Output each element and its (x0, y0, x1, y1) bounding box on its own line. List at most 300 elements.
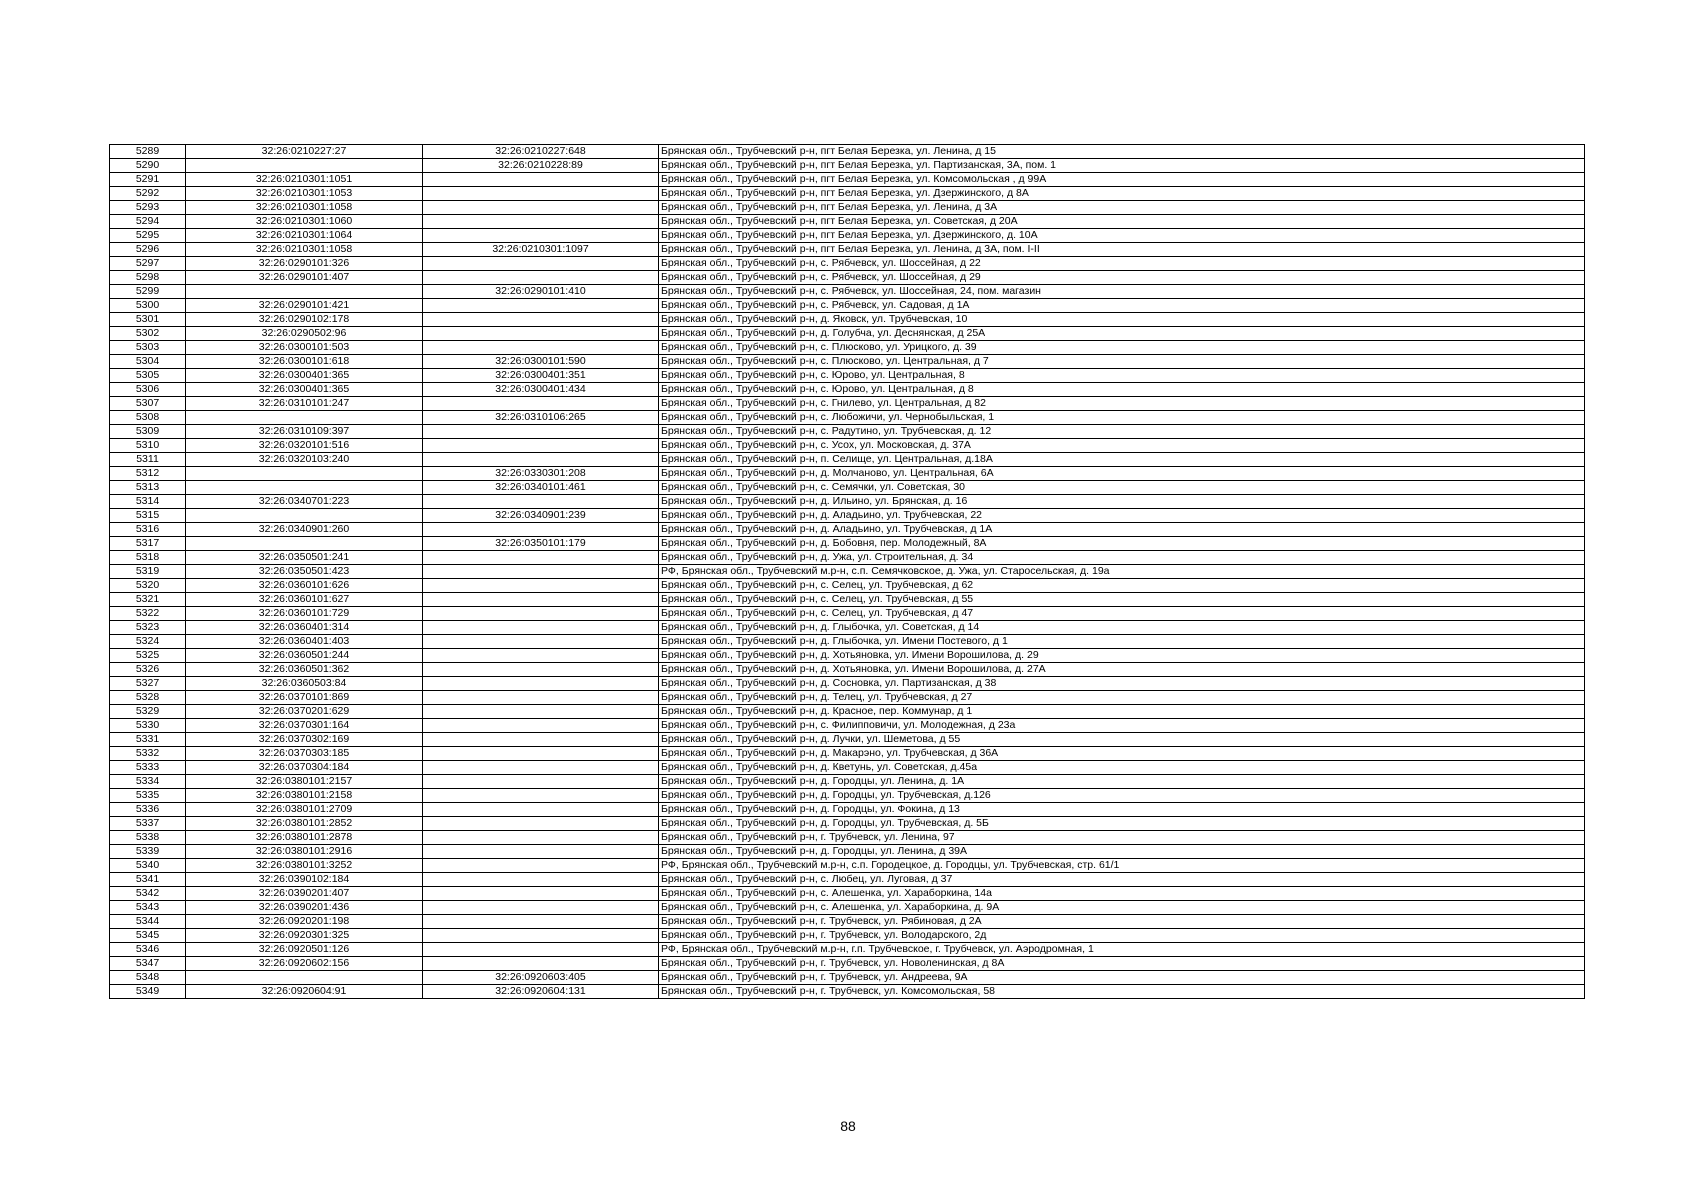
land-cadastral-number-cell (186, 537, 423, 551)
row-number-cell: 5340 (110, 859, 186, 873)
address-cell: Брянская обл., Трубчевский р-н, д. Яковск, ул. Трубчевская, 10 (659, 313, 1585, 327)
address-cell: Брянская обл., Трубчевский р-н, пгт Белая Березка, ул. Ленина, д 15 (659, 145, 1585, 159)
address-cell: Брянская обл., Трубчевский р-н, с. Рябчевск, ул. Шоссейная, д 29 (659, 271, 1585, 285)
land-cadastral-number-cell: 32:26:0380101:2916 (186, 845, 423, 859)
building-cadastral-number-cell (423, 579, 659, 593)
address-cell: Брянская обл., Трубчевский р-н, д. Сосновка, ул. Партизанская, д 38 (659, 677, 1585, 691)
row-number-cell: 5333 (110, 761, 186, 775)
table-row (110, 453, 1585, 467)
land-cadastral-number-cell: 32:26:0920301:325 (186, 929, 423, 943)
table-row (110, 607, 1585, 621)
land-cadastral-number-cell: 32:26:0290101:421 (186, 299, 423, 313)
building-cadastral-number-cell: 32:26:0340901:239 (423, 509, 659, 523)
table-row (110, 411, 1585, 425)
land-cadastral-number-cell: 32:26:0350501:423 (186, 565, 423, 579)
address-cell: Брянская обл., Трубчевский р-н, г. Трубчевск, ул. Рябиновая, д 2А (659, 915, 1585, 929)
row-number-cell: 5289 (110, 145, 186, 159)
table-row (110, 341, 1585, 355)
building-cadastral-number-cell (423, 257, 659, 271)
building-cadastral-number-cell (423, 803, 659, 817)
land-cadastral-number-cell: 32:26:0210301:1051 (186, 173, 423, 187)
building-cadastral-number-cell (423, 327, 659, 341)
row-number-cell: 5313 (110, 481, 186, 495)
table-row (110, 565, 1585, 579)
row-number-cell: 5303 (110, 341, 186, 355)
row-number-cell: 5291 (110, 173, 186, 187)
building-cadastral-number-cell (423, 495, 659, 509)
land-cadastral-number-cell: 32:26:0920604:91 (186, 985, 423, 999)
table-row (110, 551, 1585, 565)
address-cell: Брянская обл., Трубчевский р-н, с. Плюсково, ул. Урицкого, д. 39 (659, 341, 1585, 355)
row-number-cell: 5312 (110, 467, 186, 481)
building-cadastral-number-cell (423, 691, 659, 705)
row-number-cell: 5319 (110, 565, 186, 579)
row-number-cell: 5322 (110, 607, 186, 621)
row-number-cell: 5306 (110, 383, 186, 397)
building-cadastral-number-cell (423, 397, 659, 411)
table-row (110, 215, 1585, 229)
address-cell: Брянская обл., Трубчевский р-н, д. Макарэно, ул. Трубчевская, д 36А (659, 747, 1585, 761)
registry-table-body (110, 145, 1585, 999)
building-cadastral-number-cell: 32:26:0290101:410 (423, 285, 659, 299)
page-number: 88 (840, 1118, 856, 1134)
address-cell: Брянская обл., Трубчевский р-н, с. Филипповичи, ул. Молодежная, д 23а (659, 719, 1585, 733)
row-number-cell: 5320 (110, 579, 186, 593)
land-cadastral-number-cell (186, 509, 423, 523)
row-number-cell: 5343 (110, 901, 186, 915)
table-row (110, 397, 1585, 411)
address-cell: РФ, Брянская обл., Трубчевский м.р-н, с.п. Семячковское, д. Ужа, ул. Старосельская, д. 19а (659, 565, 1585, 579)
table-row (110, 271, 1585, 285)
land-cadastral-number-cell: 32:26:0310101:247 (186, 397, 423, 411)
building-cadastral-number-cell (423, 901, 659, 915)
address-cell: Брянская обл., Трубчевский р-н, пгт Белая Березка, ул. Дзержинского, д. 10А (659, 229, 1585, 243)
address-cell: РФ, Брянская обл., Трубчевский м.р-н, с.п. Городецкое, д. Городцы, ул. Трубчевская, стр. 61/1 (659, 859, 1585, 873)
address-cell: Брянская обл., Трубчевский р-н, пгт Белая Березка, ул. Советская, д 20А (659, 215, 1585, 229)
land-cadastral-number-cell (186, 481, 423, 495)
table-row (110, 887, 1585, 901)
address-cell: Брянская обл., Трубчевский р-н, с. Семячки, ул. Советская, 30 (659, 481, 1585, 495)
address-cell: Брянская обл., Трубчевский р-н, с. Гнилево, ул. Центральная, д 82 (659, 397, 1585, 411)
table-row (110, 929, 1585, 943)
row-number-cell: 5344 (110, 915, 186, 929)
row-number-cell: 5348 (110, 971, 186, 985)
table-row (110, 719, 1585, 733)
land-cadastral-number-cell: 32:26:0920602:156 (186, 957, 423, 971)
land-cadastral-number-cell: 32:26:0340701:223 (186, 495, 423, 509)
address-cell: Брянская обл., Трубчевский р-н, д. Городцы, ул. Трубчевская, д.126 (659, 789, 1585, 803)
land-cadastral-number-cell: 32:26:0210301:1060 (186, 215, 423, 229)
address-cell: Брянская обл., Трубчевский р-н, с. Любожичи, ул. Чернобыльская, 1 (659, 411, 1585, 425)
building-cadastral-number-cell: 32:26:0300101:590 (423, 355, 659, 369)
row-number-cell: 5327 (110, 677, 186, 691)
land-cadastral-number-cell (186, 467, 423, 481)
row-number-cell: 5329 (110, 705, 186, 719)
building-cadastral-number-cell (423, 271, 659, 285)
address-cell: Брянская обл., Трубчевский р-н, пгт Белая Березка, ул. Партизанская, 3А, пом. 1 (659, 159, 1585, 173)
land-cadastral-number-cell: 32:26:0310109:397 (186, 425, 423, 439)
row-number-cell: 5324 (110, 635, 186, 649)
table-row (110, 593, 1585, 607)
row-number-cell: 5339 (110, 845, 186, 859)
land-cadastral-number-cell: 32:26:0390102:184 (186, 873, 423, 887)
table-row (110, 803, 1585, 817)
row-number-cell: 5299 (110, 285, 186, 299)
address-cell: Брянская обл., Трубчевский р-н, д. Городцы, ул. Фокина, д 13 (659, 803, 1585, 817)
table-row (110, 243, 1585, 257)
building-cadastral-number-cell (423, 593, 659, 607)
table-row (110, 775, 1585, 789)
row-number-cell: 5298 (110, 271, 186, 285)
row-number-cell: 5292 (110, 187, 186, 201)
building-cadastral-number-cell (423, 215, 659, 229)
address-cell: Брянская обл., Трубчевский р-н, с. Юрово, ул. Центральная, 8 (659, 369, 1585, 383)
address-cell: Брянская обл., Трубчевский р-н, д. Аладьино, ул. Трубчевская, 22 (659, 509, 1585, 523)
table-row (110, 859, 1585, 873)
address-cell: Брянская обл., Трубчевский р-н, с. Селец, ул. Трубчевская, д 55 (659, 593, 1585, 607)
row-number-cell: 5314 (110, 495, 186, 509)
address-cell: Брянская обл., Трубчевский р-н, д. Глыбочка, ул. Советская, д 14 (659, 621, 1585, 635)
table-row (110, 481, 1585, 495)
address-cell: РФ, Брянская обл., Трубчевский м.р-н, г.п. Трубчевское, г. Трубчевск, ул. Аэродромная, 1 (659, 943, 1585, 957)
row-number-cell: 5342 (110, 887, 186, 901)
land-cadastral-number-cell: 32:26:0370302:169 (186, 733, 423, 747)
row-number-cell: 5332 (110, 747, 186, 761)
building-cadastral-number-cell (423, 789, 659, 803)
table-row (110, 649, 1585, 663)
table-row (110, 425, 1585, 439)
row-number-cell: 5307 (110, 397, 186, 411)
table-row (110, 201, 1585, 215)
row-number-cell: 5296 (110, 243, 186, 257)
row-number-cell: 5310 (110, 439, 186, 453)
table-row (110, 621, 1585, 635)
building-cadastral-number-cell (423, 915, 659, 929)
land-cadastral-number-cell: 32:26:0290502:96 (186, 327, 423, 341)
land-cadastral-number-cell: 32:26:0290102:178 (186, 313, 423, 327)
address-cell: Брянская обл., Трубчевский р-н, д. Хотьяновка, ул. Имени Ворошилова, д. 27А (659, 663, 1585, 677)
row-number-cell: 5336 (110, 803, 186, 817)
table-row (110, 705, 1585, 719)
table-row (110, 943, 1585, 957)
building-cadastral-number-cell (423, 523, 659, 537)
row-number-cell: 5317 (110, 537, 186, 551)
address-cell: Брянская обл., Трубчевский р-н, д. Кветунь, ул. Советская, д.45а (659, 761, 1585, 775)
address-cell: Брянская обл., Трубчевский р-н, с. Селец, ул. Трубчевская, д 47 (659, 607, 1585, 621)
row-number-cell: 5304 (110, 355, 186, 369)
table-row (110, 817, 1585, 831)
building-cadastral-number-cell (423, 299, 659, 313)
row-number-cell: 5293 (110, 201, 186, 215)
row-number-cell: 5326 (110, 663, 186, 677)
building-cadastral-number-cell: 32:26:0340101:461 (423, 481, 659, 495)
row-number-cell: 5331 (110, 733, 186, 747)
row-number-cell: 5346 (110, 943, 186, 957)
table-row (110, 145, 1585, 159)
table-row (110, 747, 1585, 761)
address-cell: Брянская обл., Трубчевский р-н, с. Радутино, ул. Трубчевская, д. 12 (659, 425, 1585, 439)
address-cell: Брянская обл., Трубчевский р-н, д. Красное, пер. Коммунар, д 1 (659, 705, 1585, 719)
table-row (110, 257, 1585, 271)
building-cadastral-number-cell (423, 677, 659, 691)
land-cadastral-number-cell: 32:26:0340901:260 (186, 523, 423, 537)
address-cell: Брянская обл., Трубчевский р-н, с. Плюсково, ул. Центральная, д 7 (659, 355, 1585, 369)
row-number-cell: 5328 (110, 691, 186, 705)
building-cadastral-number-cell (423, 705, 659, 719)
registry-table (109, 144, 1585, 999)
row-number-cell: 5301 (110, 313, 186, 327)
row-number-cell: 5337 (110, 817, 186, 831)
building-cadastral-number-cell (423, 887, 659, 901)
address-cell: Брянская обл., Трубчевский р-н, с. Алешенка, ул. Хараборкина, 14а (659, 887, 1585, 901)
address-cell: Брянская обл., Трубчевский р-н, пгт Белая Березка, ул. Комсомольская , д 99А (659, 173, 1585, 187)
building-cadastral-number-cell (423, 663, 659, 677)
row-number-cell: 5316 (110, 523, 186, 537)
table-row (110, 229, 1585, 243)
row-number-cell: 5334 (110, 775, 186, 789)
table-row (110, 285, 1585, 299)
building-cadastral-number-cell (423, 929, 659, 943)
table-row (110, 677, 1585, 691)
building-cadastral-number-cell (423, 873, 659, 887)
row-number-cell: 5349 (110, 985, 186, 999)
land-cadastral-number-cell: 32:26:0360401:403 (186, 635, 423, 649)
land-cadastral-number-cell (186, 971, 423, 985)
land-cadastral-number-cell: 32:26:0290101:407 (186, 271, 423, 285)
land-cadastral-number-cell: 32:26:0300101:618 (186, 355, 423, 369)
table-row (110, 663, 1585, 677)
building-cadastral-number-cell (423, 747, 659, 761)
address-cell: Брянская обл., Трубчевский р-н, г. Трубчевск, ул. Володарского, 2д (659, 929, 1585, 943)
land-cadastral-number-cell: 32:26:0370101:869 (186, 691, 423, 705)
land-cadastral-number-cell: 32:26:0360101:729 (186, 607, 423, 621)
building-cadastral-number-cell (423, 621, 659, 635)
address-cell: Брянская обл., Трубчевский р-н, д. Бобовня, пер. Молодежный, 8А (659, 537, 1585, 551)
row-number-cell: 5315 (110, 509, 186, 523)
address-cell: Брянская обл., Трубчевский р-н, п. Селище, ул. Центральная, д.18А (659, 453, 1585, 467)
building-cadastral-number-cell (423, 957, 659, 971)
row-number-cell: 5321 (110, 593, 186, 607)
row-number-cell: 5341 (110, 873, 186, 887)
building-cadastral-number-cell: 32:26:0310106:265 (423, 411, 659, 425)
land-cadastral-number-cell: 32:26:0300401:365 (186, 383, 423, 397)
land-cadastral-number-cell: 32:26:0920201:198 (186, 915, 423, 929)
land-cadastral-number-cell: 32:26:0370303:185 (186, 747, 423, 761)
building-cadastral-number-cell (423, 341, 659, 355)
land-cadastral-number-cell: 32:26:0360401:314 (186, 621, 423, 635)
building-cadastral-number-cell: 32:26:0300401:351 (423, 369, 659, 383)
address-cell: Брянская обл., Трубчевский р-н, д. Аладьино, ул. Трубчевская, д 1А (659, 523, 1585, 537)
table-row (110, 957, 1585, 971)
table-row (110, 537, 1585, 551)
building-cadastral-number-cell: 32:26:0210301:1097 (423, 243, 659, 257)
address-cell: Брянская обл., Трубчевский р-н, с. Алешенка, ул. Хараборкина, д. 9А (659, 901, 1585, 915)
table-row (110, 313, 1585, 327)
table-row (110, 691, 1585, 705)
address-cell: Брянская обл., Трубчевский р-н, с. Рябчевск, ул. Шоссейная, 24, пом. магазин (659, 285, 1585, 299)
land-cadastral-number-cell: 32:26:0920501:126 (186, 943, 423, 957)
table-row (110, 971, 1585, 985)
building-cadastral-number-cell (423, 845, 659, 859)
address-cell: Брянская обл., Трубчевский р-н, д. Голубча, ул. Деснянская, д 25А (659, 327, 1585, 341)
table-row (110, 467, 1585, 481)
land-cadastral-number-cell: 32:26:0360101:626 (186, 579, 423, 593)
land-cadastral-number-cell: 32:26:0380101:3252 (186, 859, 423, 873)
table-row (110, 523, 1585, 537)
table-row (110, 733, 1585, 747)
building-cadastral-number-cell (423, 817, 659, 831)
address-cell: Брянская обл., Трубчевский р-н, д. Ильино, ул. Брянская, д. 16 (659, 495, 1585, 509)
building-cadastral-number-cell (423, 201, 659, 215)
land-cadastral-number-cell (186, 285, 423, 299)
table-row (110, 355, 1585, 369)
land-cadastral-number-cell (186, 411, 423, 425)
address-cell: Брянская обл., Трубчевский р-н, с. Рябчевск, ул. Шоссейная, д 22 (659, 257, 1585, 271)
land-cadastral-number-cell: 32:26:0210301:1058 (186, 243, 423, 257)
building-cadastral-number-cell (423, 733, 659, 747)
land-cadastral-number-cell: 32:26:0380101:2709 (186, 803, 423, 817)
row-number-cell: 5300 (110, 299, 186, 313)
building-cadastral-number-cell: 32:26:0210227:648 (423, 145, 659, 159)
land-cadastral-number-cell: 32:26:0380101:2852 (186, 817, 423, 831)
land-cadastral-number-cell: 32:26:0370304:184 (186, 761, 423, 775)
row-number-cell: 5295 (110, 229, 186, 243)
address-cell: Брянская обл., Трубчевский р-н, д. Телец, ул. Трубчевская, д 27 (659, 691, 1585, 705)
building-cadastral-number-cell (423, 439, 659, 453)
address-cell: Брянская обл., Трубчевский р-н, д. Городцы, ул. Ленина, д. 1А (659, 775, 1585, 789)
land-cadastral-number-cell: 32:26:0370301:164 (186, 719, 423, 733)
table-row (110, 495, 1585, 509)
table-row (110, 873, 1585, 887)
table-row (110, 509, 1585, 523)
land-cadastral-number-cell: 32:26:0370201:629 (186, 705, 423, 719)
building-cadastral-number-cell (423, 425, 659, 439)
address-cell: Брянская обл., Трубчевский р-н, д. Городцы, ул. Ленина, д 39А (659, 845, 1585, 859)
land-cadastral-number-cell: 32:26:0380101:2158 (186, 789, 423, 803)
building-cadastral-number-cell (423, 775, 659, 789)
land-cadastral-number-cell: 32:26:0320101:516 (186, 439, 423, 453)
row-number-cell: 5318 (110, 551, 186, 565)
land-cadastral-number-cell: 32:26:0210301:1058 (186, 201, 423, 215)
building-cadastral-number-cell (423, 453, 659, 467)
table-row (110, 901, 1585, 915)
row-number-cell: 5309 (110, 425, 186, 439)
address-cell: Брянская обл., Трубчевский р-н, с. Рябчевск, ул. Садовая, д 1А (659, 299, 1585, 313)
address-cell: Брянская обл., Трубчевский р-н, с. Юрово, ул. Центральная, д 8 (659, 383, 1585, 397)
building-cadastral-number-cell (423, 187, 659, 201)
building-cadastral-number-cell: 32:26:0210228:89 (423, 159, 659, 173)
table-row (110, 915, 1585, 929)
building-cadastral-number-cell: 32:26:0330301:208 (423, 467, 659, 481)
table-row (110, 635, 1585, 649)
building-cadastral-number-cell (423, 313, 659, 327)
table-row (110, 985, 1585, 999)
address-cell: Брянская обл., Трубчевский р-н, пгт Белая Березка, ул. Ленина, д 3А, пом. I-II (659, 243, 1585, 257)
table-row (110, 439, 1585, 453)
land-cadastral-number-cell: 32:26:0290101:326 (186, 257, 423, 271)
building-cadastral-number-cell (423, 943, 659, 957)
address-cell: Брянская обл., Трубчевский р-н, д. Ужа, ул. Строительная, д. 34 (659, 551, 1585, 565)
row-number-cell: 5338 (110, 831, 186, 845)
land-cadastral-number-cell: 32:26:0360503:84 (186, 677, 423, 691)
table-row (110, 159, 1585, 173)
table-row (110, 369, 1585, 383)
table-row (110, 327, 1585, 341)
address-cell: Брянская обл., Трубчевский р-н, с. Селец, ул. Трубчевская, д 62 (659, 579, 1585, 593)
row-number-cell: 5294 (110, 215, 186, 229)
address-cell: Брянская обл., Трубчевский р-н, пгт Белая Березка, ул. Ленина, д 3А (659, 201, 1585, 215)
table-row (110, 383, 1585, 397)
land-cadastral-number-cell: 32:26:0390201:407 (186, 887, 423, 901)
row-number-cell: 5297 (110, 257, 186, 271)
building-cadastral-number-cell: 32:26:0300401:434 (423, 383, 659, 397)
building-cadastral-number-cell (423, 551, 659, 565)
land-cadastral-number-cell: 32:26:0380101:2878 (186, 831, 423, 845)
row-number-cell: 5302 (110, 327, 186, 341)
building-cadastral-number-cell (423, 565, 659, 579)
land-cadastral-number-cell: 32:26:0360501:362 (186, 663, 423, 677)
land-cadastral-number-cell: 32:26:0210301:1053 (186, 187, 423, 201)
building-cadastral-number-cell (423, 719, 659, 733)
table-row (110, 173, 1585, 187)
address-cell: Брянская обл., Трубчевский р-н, г. Трубчевск, ул. Ленина, 97 (659, 831, 1585, 845)
table-row (110, 789, 1585, 803)
address-cell: Брянская обл., Трубчевский р-н, д. Городцы, ул. Трубчевская, д. 5Б (659, 817, 1585, 831)
row-number-cell: 5347 (110, 957, 186, 971)
table-row (110, 845, 1585, 859)
row-number-cell: 5330 (110, 719, 186, 733)
land-cadastral-number-cell: 32:26:0350501:241 (186, 551, 423, 565)
building-cadastral-number-cell: 32:26:0920603:405 (423, 971, 659, 985)
land-cadastral-number-cell: 32:26:0360501:244 (186, 649, 423, 663)
building-cadastral-number-cell (423, 173, 659, 187)
address-cell: Брянская обл., Трубчевский р-н, г. Трубчевск, ул. Андреева, 9А (659, 971, 1585, 985)
address-cell: Брянская обл., Трубчевский р-н, г. Трубчевск, ул. Комсомольская, 58 (659, 985, 1585, 999)
building-cadastral-number-cell (423, 607, 659, 621)
address-cell: Брянская обл., Трубчевский р-н, д. Лучки, ул. Шеметова, д 55 (659, 733, 1585, 747)
address-cell: Брянская обл., Трубчевский р-н, д. Глыбочка, ул. Имени Постевого, д 1 (659, 635, 1585, 649)
row-number-cell: 5335 (110, 789, 186, 803)
land-cadastral-number-cell: 32:26:0210301:1064 (186, 229, 423, 243)
row-number-cell: 5323 (110, 621, 186, 635)
address-cell: Брянская обл., Трубчевский р-н, г. Трубчевск, ул. Новоленинская, д 8А (659, 957, 1585, 971)
land-cadastral-number-cell: 32:26:0320103:240 (186, 453, 423, 467)
building-cadastral-number-cell (423, 859, 659, 873)
address-cell: Брянская обл., Трубчевский р-н, с. Любец, ул. Луговая, д 37 (659, 873, 1585, 887)
row-number-cell: 5290 (110, 159, 186, 173)
building-cadastral-number-cell (423, 761, 659, 775)
address-cell: Брянская обл., Трубчевский р-н, д. Молчаново, ул. Центральная, 6А (659, 467, 1585, 481)
building-cadastral-number-cell (423, 831, 659, 845)
row-number-cell: 5345 (110, 929, 186, 943)
building-cadastral-number-cell: 32:26:0350101:179 (423, 537, 659, 551)
building-cadastral-number-cell: 32:26:0920604:131 (423, 985, 659, 999)
row-number-cell: 5308 (110, 411, 186, 425)
row-number-cell: 5325 (110, 649, 186, 663)
row-number-cell: 5305 (110, 369, 186, 383)
table-row (110, 299, 1585, 313)
table-row (110, 761, 1585, 775)
building-cadastral-number-cell (423, 635, 659, 649)
land-cadastral-number-cell: 32:26:0390201:436 (186, 901, 423, 915)
address-cell: Брянская обл., Трубчевский р-н, с. Усох, ул. Московская, д. 37А (659, 439, 1585, 453)
table-row (110, 579, 1585, 593)
table-row (110, 187, 1585, 201)
address-cell: Брянская обл., Трубчевский р-н, д. Хотьяновка, ул. Имени Ворошилова, д. 29 (659, 649, 1585, 663)
land-cadastral-number-cell: 32:26:0380101:2157 (186, 775, 423, 789)
table-row (110, 831, 1585, 845)
land-cadastral-number-cell: 32:26:0210227:27 (186, 145, 423, 159)
